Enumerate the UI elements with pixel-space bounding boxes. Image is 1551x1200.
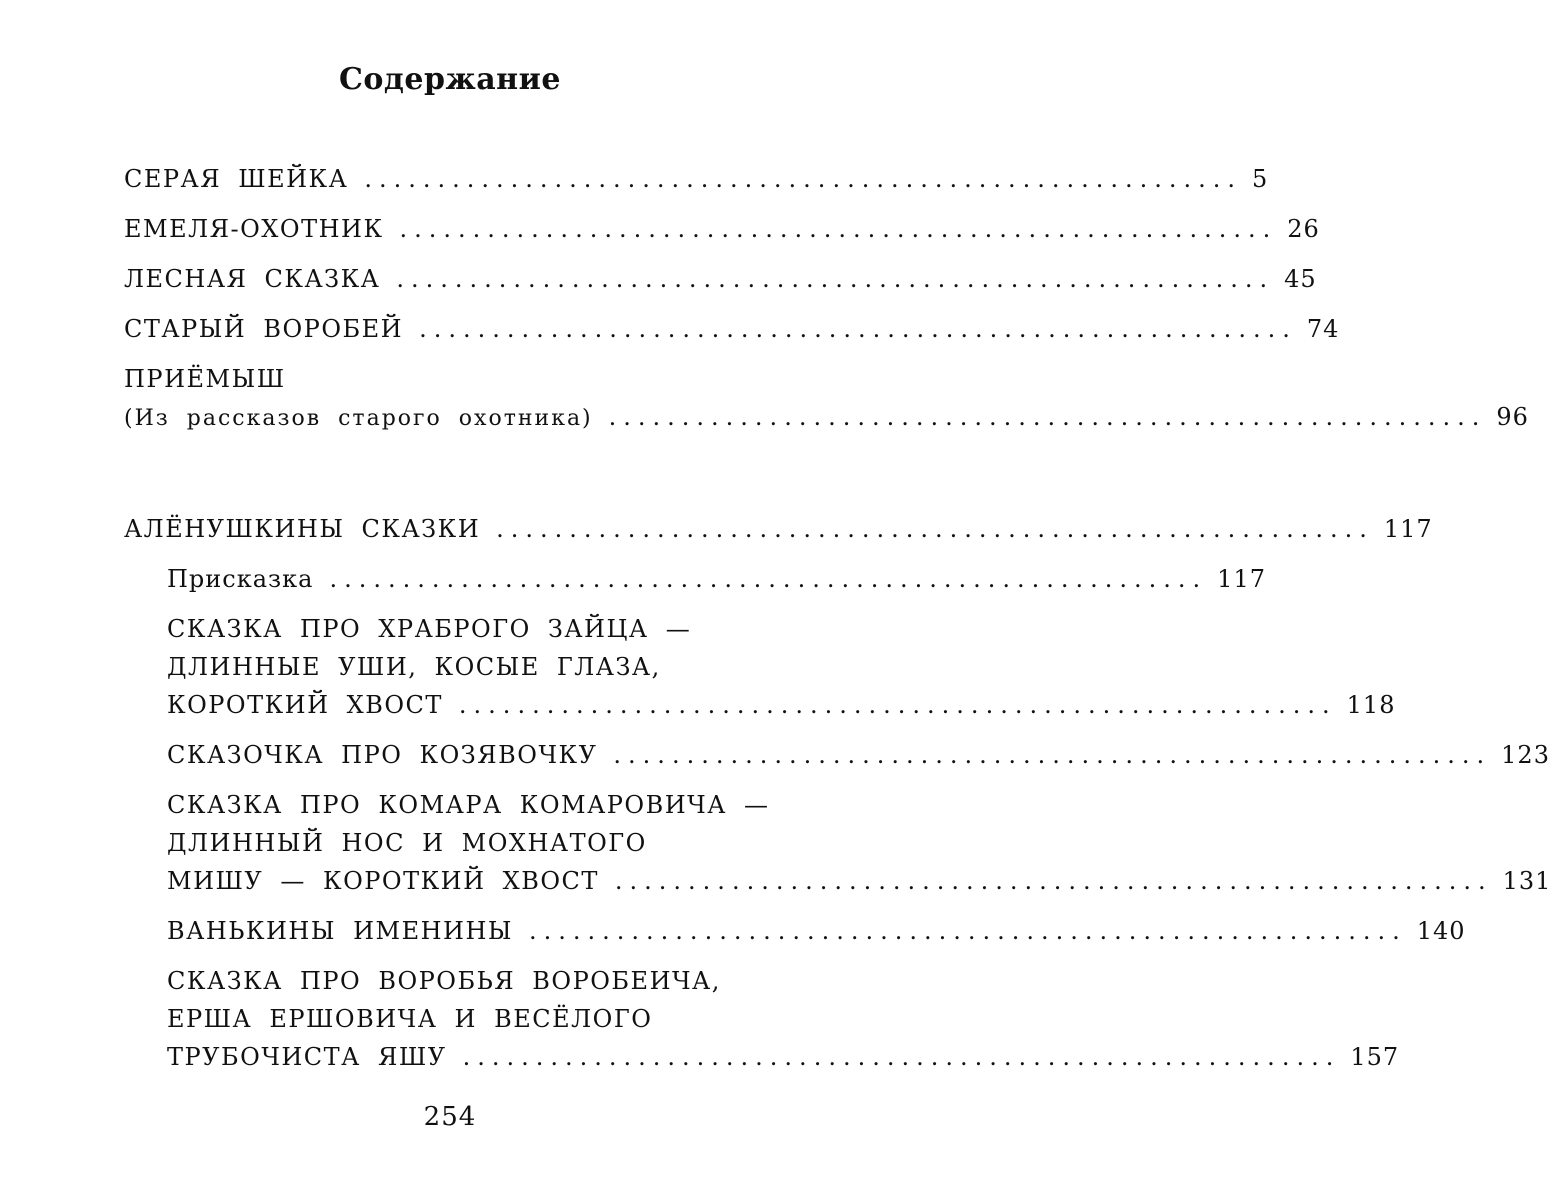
toc-entry-title: СКАЗОЧКА ПРО КОЗЯВОЧКУ [167,741,598,769]
toc-group-main [124,160,1529,436]
toc-entry [167,560,1266,598]
toc-entry-page: 117 [1217,565,1266,593]
toc-entry-page: 140 [1416,917,1466,945]
toc-entry-title-line: ПРИЁМЫШ [124,365,286,393]
toc-entry-page: 5 [1252,165,1269,193]
toc-entry-title-line: ДЛИННЫЕ УШИ, КОСЫЕ ГЛАЗА, [167,653,661,681]
toc-entry-page: 96 [1496,403,1529,431]
dot-leader: ............................................................ [396,265,1275,293]
toc-entry-subtitle: (Из рассказов старого охотника) [124,406,593,431]
toc-entry-title: АЛЁНУШКИНЫ СКАЗКИ [124,515,481,543]
toc-entry-page: 74 [1306,315,1340,343]
toc-entry-title: ВАНЬКИНЫ ИМЕНИНЫ [167,917,514,945]
toc-entry-page: 157 [1350,1043,1400,1071]
toc-entry [124,260,1317,298]
toc-entry [167,786,1551,900]
toc-entry-title-line: ДЛИННЫЙ НОС И МОХНАТОГО [167,829,647,857]
toc-entry-page: 26 [1287,215,1320,243]
dot-leader: ............................................................ [608,403,1487,431]
page-number: 254 [423,1102,477,1132]
toc-entry [124,310,1340,348]
toc-entry-title-line: СКАЗКА ПРО ХРАБРОГО ЗАЙЦА — [167,615,692,643]
toc-entry-title: СЕРАЯ ШЕЙКА [124,165,349,193]
toc-entry-title-line: СКАЗКА ПРО ВОРОБЬЯ ВОРОБЕИЧА, [167,967,721,995]
toc-entry-title: МИШУ — КОРОТКИЙ ХВОСТ [167,867,599,895]
dot-leader: ............................................................ [462,1043,1341,1071]
toc-entry [167,912,1466,950]
toc-entry [124,210,1320,248]
dot-leader: ............................................................ [399,215,1278,243]
toc-entry-page: 118 [1346,691,1396,719]
page-title: Содержание [339,62,561,97]
toc-entry [167,962,1400,1076]
dot-leader: ............................................................ [329,565,1208,593]
toc-entry-title: ЕМЕЛЯ-ОХОТНИК [124,215,384,243]
toc-entry-title-line: СКАЗКА ПРО КОМАРА КОМАРОВИЧА — [167,791,770,819]
toc-entry [124,360,1529,436]
dot-leader: ............................................................ [458,691,1337,719]
toc-entry-title: ТРУБОЧИСТА ЯШУ [167,1043,447,1071]
dot-leader: ............................................................ [419,315,1297,343]
toc-entry-page: 117 [1383,515,1433,543]
toc-entry-title: СТАРЫЙ ВОРОБЕЙ [124,315,404,343]
dot-leader: ............................................................ [613,741,1492,769]
dot-leader: ............................................................ [529,917,1407,945]
toc-group-alenushka [124,510,1551,1076]
toc-section-heading [124,510,1433,548]
dot-leader: ............................................................ [614,867,1493,895]
toc-entry-title: ЛЕСНАЯ СКАЗКА [124,265,381,293]
dot-leader: ............................................................ [364,165,1243,193]
toc-entry [124,160,1269,198]
toc-entry-page: 123 [1501,741,1550,769]
toc-entry-title: Присказка [167,565,314,593]
toc-entry-title: КОРОТКИЙ ХВОСТ [167,691,443,719]
dot-leader: ............................................................ [496,515,1374,543]
toc-entry [167,610,1396,724]
toc-entry-page: 45 [1284,265,1317,293]
toc-entry-page: 131 [1502,867,1551,895]
toc-entry-title-line: ЕРША ЕРШОВИЧА И ВЕСЁЛОГО [167,1005,653,1033]
toc-entry [167,736,1550,774]
